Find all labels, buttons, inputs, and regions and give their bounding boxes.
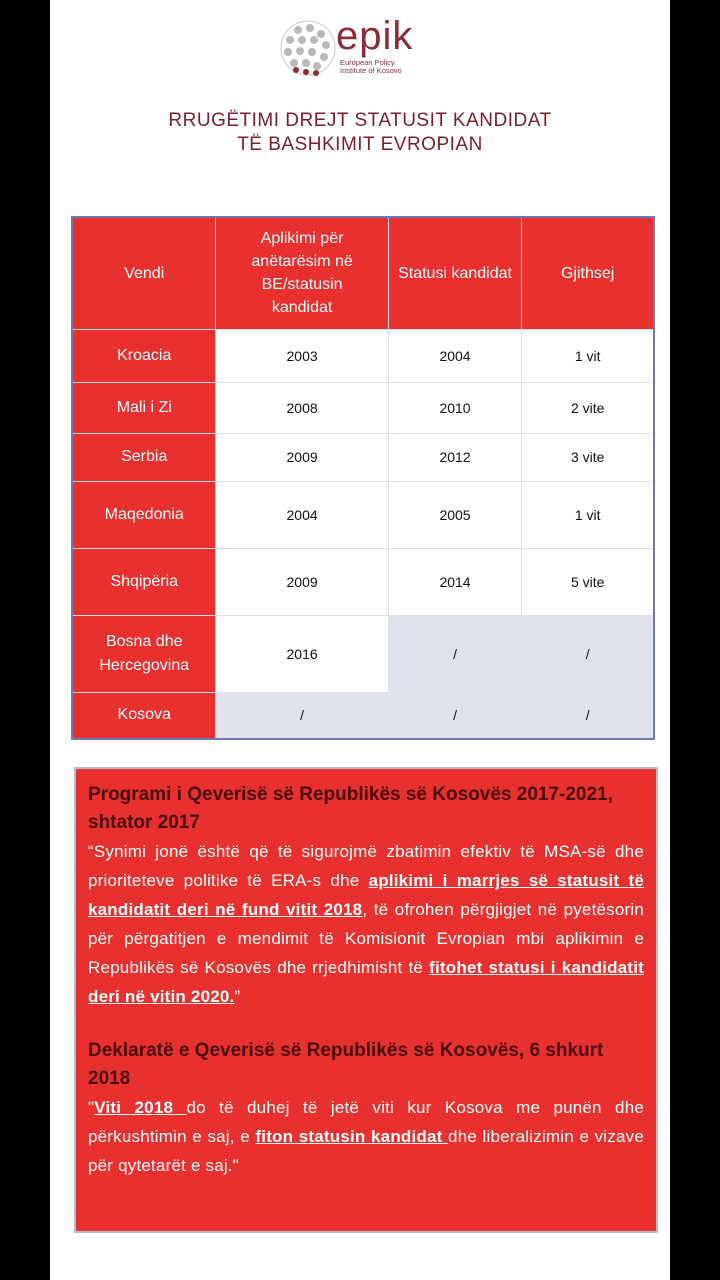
quote1-emphasis1: aplikimi i marrjes së statusit të kandidatit deri në fund vitit 2018 bbox=[88, 871, 644, 919]
total-cell: 1 vit bbox=[522, 481, 654, 548]
quote2-text bbox=[88, 1093, 644, 1180]
quote1-text bbox=[88, 837, 644, 1011]
header-total: Gjithsej bbox=[522, 217, 654, 329]
quote2-part2: do të duhej të jetë viti kur Kosova me punën dhe përkushtimin e saj, e bbox=[88, 1098, 645, 1146]
table-row bbox=[72, 433, 654, 481]
page-title-line2: TË BASHKIMIT EVROPIAN bbox=[237, 134, 483, 155]
total-cell: 2 vite bbox=[522, 382, 654, 433]
epik-logo bbox=[278, 14, 458, 80]
table-row bbox=[72, 615, 654, 692]
country-cell: Maqedonia bbox=[72, 481, 216, 548]
country-cell: Bosna dhe Hercegovina bbox=[72, 615, 216, 692]
total-cell: / bbox=[522, 615, 654, 692]
total-cell: 1 vit bbox=[522, 329, 654, 382]
total-cell: 5 vite bbox=[522, 548, 654, 615]
government-quotes-box bbox=[74, 767, 658, 1233]
header-country: Vendi bbox=[72, 217, 216, 329]
total-cell: / bbox=[522, 692, 654, 739]
table-row bbox=[72, 548, 654, 615]
header-candidate-status: Statusi kandidat bbox=[388, 217, 522, 329]
quote2-heading: Deklaratë e Qeverisë së Republikës së Kosovës, 6 shkurt 2018 bbox=[88, 1040, 604, 1089]
applied-cell: 2009 bbox=[216, 548, 388, 615]
quote1-part3: ” bbox=[234, 987, 241, 1006]
table-row bbox=[72, 329, 654, 382]
table-row bbox=[72, 481, 654, 548]
quote2-part3: dhe liberalizimin e vizave për qytetarët e saj." bbox=[88, 1127, 644, 1175]
status-cell: / bbox=[388, 692, 522, 739]
quote2-emphasis1: Viti 2018 bbox=[94, 1098, 187, 1117]
quote1-part1: “Synimi jonë është që të sigurojmë zbatimin efektiv të MSA-së dhe prioriteteve politike të ERA-s dhe bbox=[88, 842, 644, 890]
logo-subtitle-line2: Institute of Kosovo bbox=[340, 66, 402, 75]
quote1-part2: , të ofrohen përgjigjet në pyetësorin për përgatitjen e mendimit të Komisionit Evropian mbi aplikimin e Republikës së Kosovës dhe rrjedhimisht të bbox=[88, 900, 645, 977]
country-cell: Kosova bbox=[72, 692, 216, 739]
applied-cell: / bbox=[216, 692, 388, 739]
total-cell: 3 vite bbox=[522, 433, 654, 481]
status-cell: / bbox=[388, 615, 522, 692]
candidate-status-table bbox=[71, 216, 655, 740]
applied-cell: 2008 bbox=[216, 382, 388, 433]
table-row bbox=[72, 692, 654, 739]
quote2-part1: " bbox=[88, 1098, 95, 1117]
applied-cell: 2003 bbox=[216, 329, 388, 382]
logo-wordmark: epik bbox=[336, 14, 414, 58]
table-row bbox=[72, 382, 654, 433]
logo-subtitle-line1: European Policy bbox=[340, 58, 395, 67]
applied-cell: 2009 bbox=[216, 433, 388, 481]
applied-cell: 2016 bbox=[216, 615, 388, 692]
quote2-emphasis2: fiton statusin kandidat bbox=[255, 1127, 449, 1146]
country-cell: Shqipëria bbox=[72, 548, 216, 615]
table-header-row bbox=[72, 217, 654, 329]
applied-cell: 2004 bbox=[216, 481, 388, 548]
infographic-page bbox=[50, 0, 670, 1280]
status-cell: 2012 bbox=[388, 433, 522, 481]
country-cell: Mali i Zi bbox=[72, 382, 216, 433]
header-application: Aplikimi për anëtarësim në BE/statusin kandidat bbox=[216, 217, 388, 329]
status-cell: 2010 bbox=[388, 382, 522, 433]
page-title-line1: RRUGËTIMI DREJT STATUSIT KANDIDAT bbox=[168, 110, 552, 131]
quote1-heading: Programi i Qeverisë së Republikës së Kosovës 2017-2021, shtator 2017 bbox=[88, 784, 613, 833]
quote1-emphasis2: fitohet statusi i kandidatit deri në vitin 2020. bbox=[88, 958, 644, 1006]
country-cell: Serbia bbox=[72, 433, 216, 481]
status-cell: 2004 bbox=[388, 329, 522, 382]
status-cell: 2005 bbox=[388, 481, 522, 548]
country-cell: Kroacia bbox=[72, 329, 216, 382]
star-globe-icon bbox=[278, 18, 338, 78]
status-cell: 2014 bbox=[388, 548, 522, 615]
